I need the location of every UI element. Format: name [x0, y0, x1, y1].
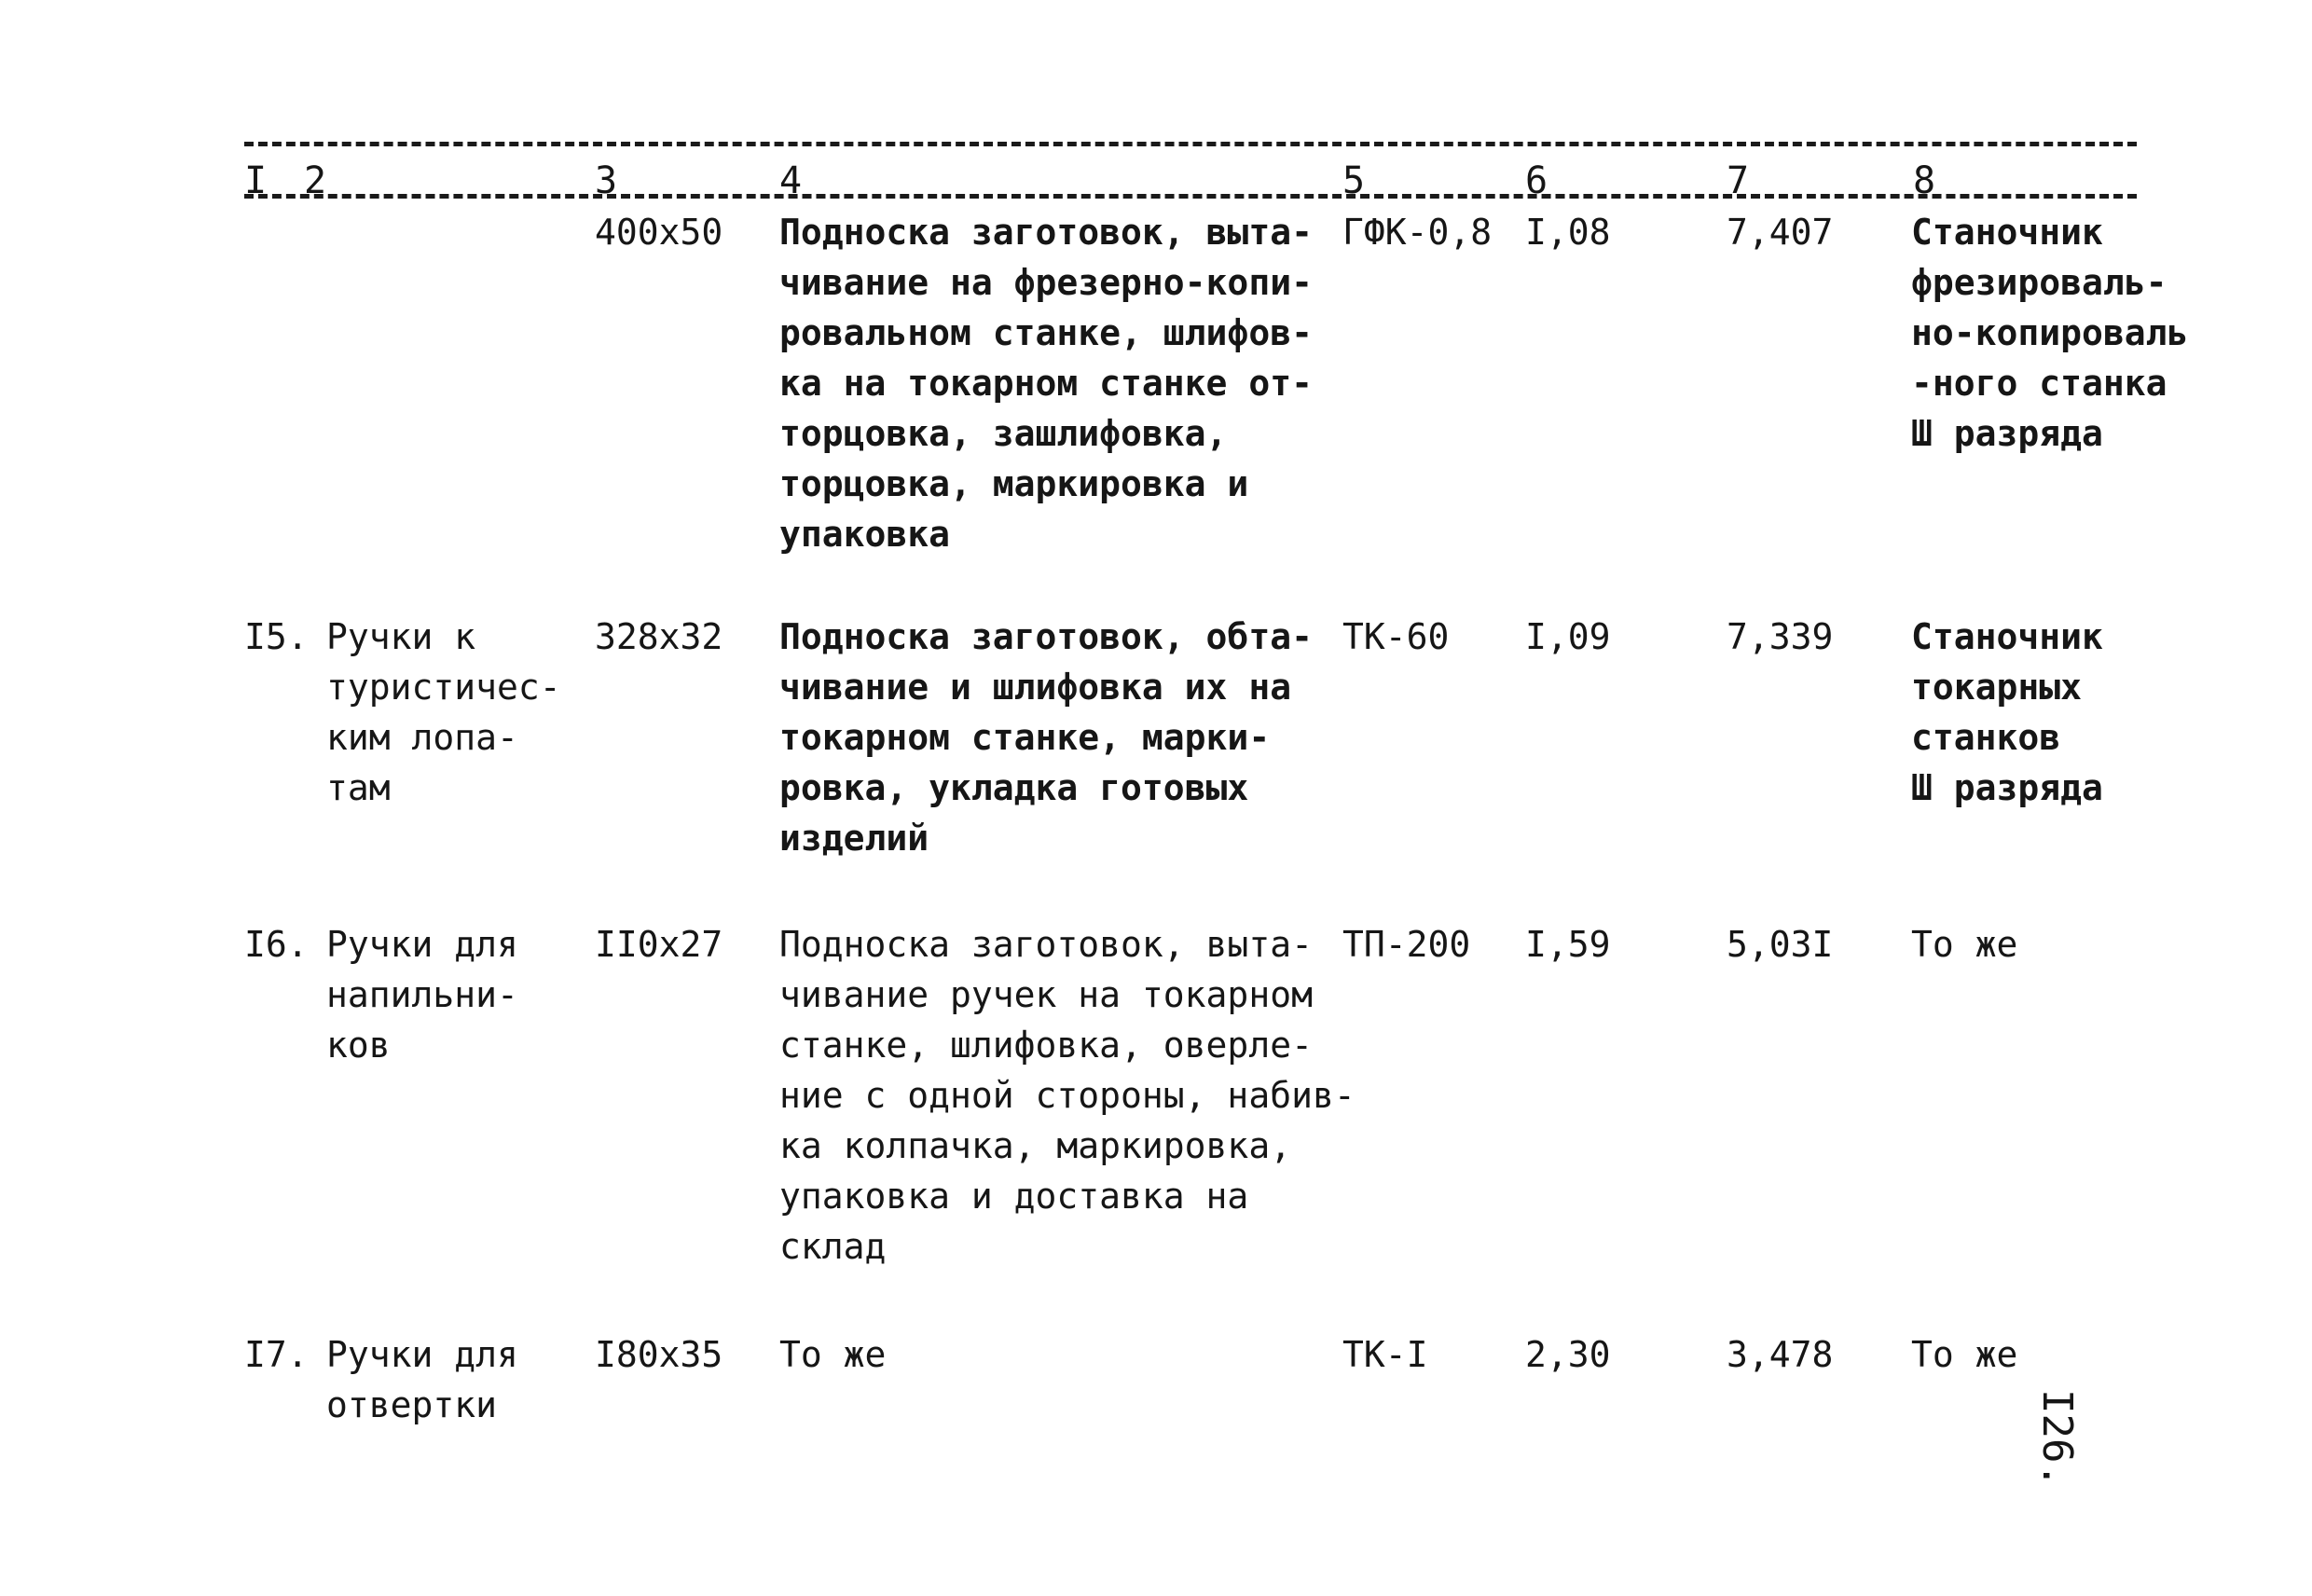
- row-4-number: I7.: [244, 1334, 309, 1375]
- page-number: I26.: [2033, 1389, 2081, 1488]
- row-2-worker: Станочник токарных станков Ш разряда: [1911, 616, 2103, 808]
- row-2-machine: ТК-60: [1342, 616, 1450, 657]
- row-3-name: Ручки для напильни- ков: [326, 924, 518, 1066]
- row-3-machine: ТП-200: [1342, 924, 1471, 965]
- header-top-rule: [244, 142, 2137, 146]
- row-3-col6: I,59: [1525, 924, 1611, 965]
- row-2-col7: 7,339: [1727, 616, 1834, 657]
- row-2-name: Ручки к туристичес- ким лопа- там: [326, 616, 561, 808]
- row-1-worker: Станочник фрезироваль- но-копироваль -ного станка Ш разряда: [1911, 212, 2189, 454]
- column-number-5: 5: [1342, 159, 1366, 202]
- row-3-worker: То же: [1911, 924, 2018, 965]
- row-4-worker: То же: [1911, 1334, 2018, 1375]
- row-1-col7: 7,407: [1727, 212, 1834, 253]
- row-3-operations: Подноска заготовок, выта- чивание ручек на токарном станке, шлифовка, оверле- ние с одной стороны, набив- ка колпачка, маркировка, упаковка и доставка на склад: [779, 924, 1356, 1267]
- row-4-name: Ручки для отвертки: [326, 1334, 518, 1425]
- column-number-1: I: [244, 159, 268, 202]
- row-2-col6: I,09: [1525, 616, 1611, 657]
- column-number-2: 2: [304, 159, 327, 202]
- column-number-3: 3: [595, 159, 618, 202]
- column-number-7: 7: [1727, 159, 1750, 202]
- column-number-8: 8: [1913, 159, 1936, 202]
- row-1-size: 400x50: [595, 212, 723, 253]
- column-number-4: 4: [779, 159, 803, 202]
- row-2-size: 328x32: [595, 616, 723, 657]
- row-3-col7: 5,03I: [1727, 924, 1834, 965]
- row-3-size: II0x27: [595, 924, 723, 965]
- row-2-number: I5.: [244, 616, 309, 657]
- row-1-machine: ГФК-0,8: [1342, 212, 1493, 253]
- row-4-machine: ТК-I: [1342, 1334, 1428, 1375]
- header-bottom-rule: [244, 194, 2137, 199]
- row-1-col6: I,08: [1525, 212, 1611, 253]
- row-4-size: I80x35: [595, 1334, 723, 1375]
- column-number-6: 6: [1525, 159, 1548, 202]
- row-2-operations: Подноска заготовок, обта- чивание и шлифовка их на токарном станке, марки- ровка, укладка готовых изделий: [779, 616, 1313, 859]
- row-3-number: I6.: [244, 924, 309, 965]
- row-1-operations: Подноска заготовок, выта- чивание на фрезерно-копи- ровальном станке, шлифов- ка на токарном станке от- торцовка, зашлифовка, торцовка, маркировка и упаковка: [779, 212, 1313, 555]
- row-4-col7: 3,478: [1727, 1334, 1834, 1375]
- row-4-operations: То же: [779, 1334, 887, 1375]
- row-4-col6: 2,30: [1525, 1334, 1611, 1375]
